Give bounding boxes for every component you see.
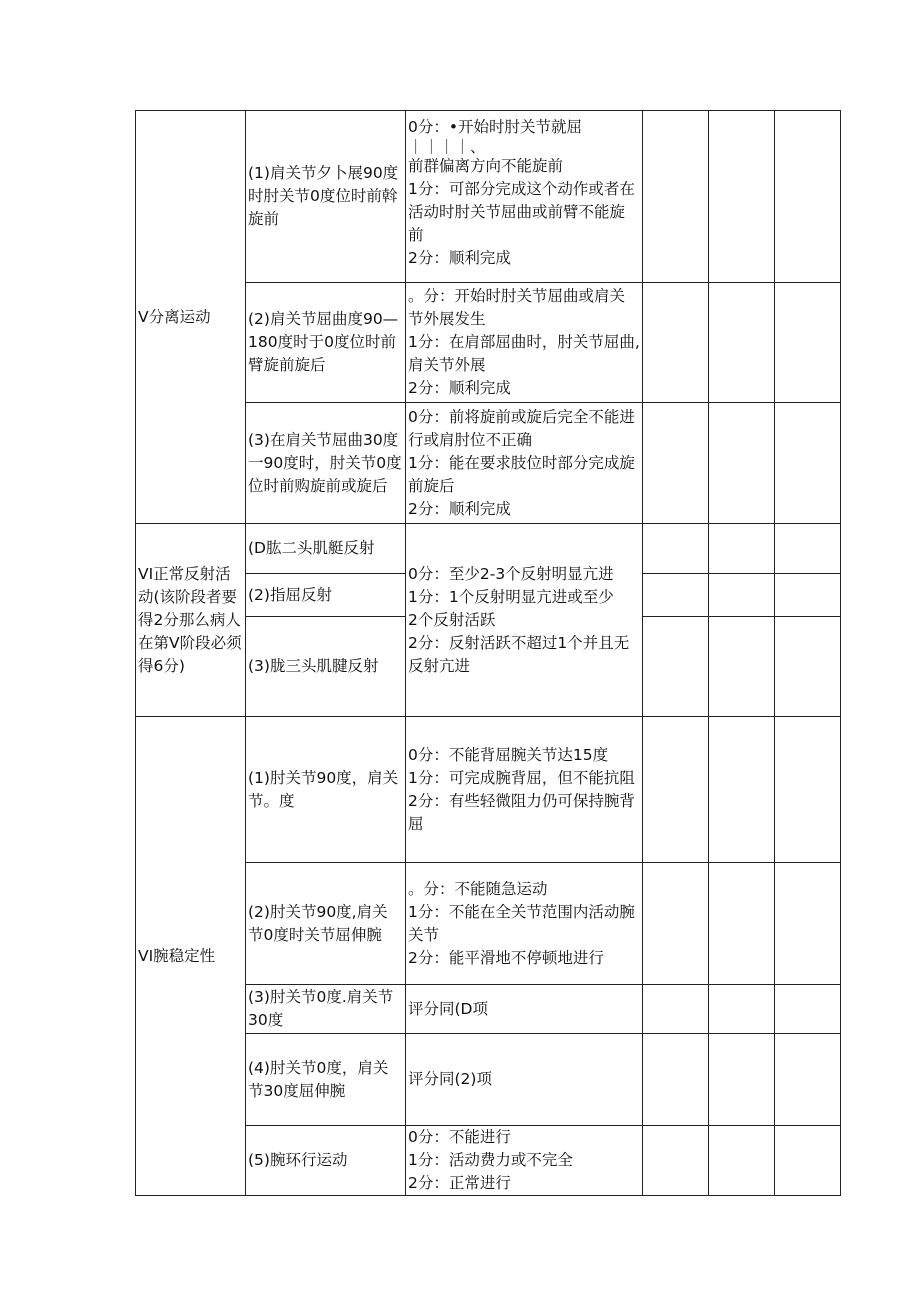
score-cell — [709, 1126, 775, 1196]
item-name: (3)在肩关节屈曲30度一90度时，肘关节0度位时前购旋前或旋后 — [246, 403, 406, 524]
criteria-cell — [406, 985, 643, 1034]
criteria-line: 1分：能在要求肢位时部分完成旋前旋后 — [408, 453, 635, 495]
item-name: (3)胧三头肌腱反射 — [246, 617, 406, 717]
criteria-line: 0分：不能背屈腕关节达15度 — [408, 745, 609, 764]
score-cell — [775, 111, 841, 283]
score-cell — [643, 863, 709, 985]
item-name: (1)肩关节夕卜展90度时肘关节0度位时前斡旋前 — [246, 111, 406, 283]
score-cell — [709, 1034, 775, 1126]
criteria-line: 1分：可部分完成这个动作或者在活动时肘关节屈曲或前臂不能旋前 — [408, 179, 635, 244]
category-cell: V分离运动 — [136, 111, 246, 524]
criteria-line: 0分：•开始时肘关节就屈 — [408, 117, 583, 136]
item-name: (1)肘关节90度，肩关节。度 — [246, 717, 406, 863]
criteria-line: 0分：前将旋前或旋后完全不能进行或肩肘位不正确 — [408, 407, 635, 449]
score-cell — [775, 985, 841, 1034]
score-cell — [709, 863, 775, 985]
criteria-cell — [406, 1126, 643, 1196]
score-cell — [643, 111, 709, 283]
criteria-line: 2个反射活跃 — [408, 610, 496, 629]
table-row — [136, 524, 841, 574]
criteria-cell — [406, 111, 643, 283]
score-cell — [709, 617, 775, 717]
score-cell — [643, 985, 709, 1034]
score-cell — [643, 1126, 709, 1196]
score-cell — [709, 524, 775, 574]
score-cell — [775, 524, 841, 574]
criteria-line: 2分：有些轻微阻力仍可保持腕背屈 — [408, 791, 635, 833]
score-cell — [643, 524, 709, 574]
score-cell — [643, 717, 709, 863]
score-cell — [775, 1034, 841, 1126]
criteria-line: 2分：反射活跃不超过1个并且无反射亢进 — [408, 633, 630, 675]
criteria-line: 2分：顺利完成 — [408, 499, 511, 518]
score-cell — [709, 403, 775, 524]
criteria-line: 1分：1个反射明显亢进或至少 — [408, 587, 614, 606]
criteria-line: 1分：活动费力或不完全 — [408, 1151, 573, 1169]
score-cell — [775, 283, 841, 403]
criteria-line: 。分：开始时肘关节屈曲或肩关节外展发生 — [408, 287, 626, 328]
criteria-line: 评分同(2)项 — [408, 1070, 492, 1088]
criteria-cell — [406, 863, 643, 985]
score-cell — [643, 403, 709, 524]
score-cell — [709, 574, 775, 617]
criteria-cell — [406, 1034, 643, 1126]
criteria-cell — [406, 717, 643, 863]
score-cell — [643, 574, 709, 617]
criteria-line: 评分同(D项 — [408, 999, 488, 1018]
item-name: (4)肘关节0度，肩关节30度屈伸腕 — [246, 1034, 406, 1126]
score-cell — [775, 1126, 841, 1196]
assessment-table — [135, 110, 841, 1196]
category-cell: VI正常反射活动(该阶段者要得2分那么病人在第V阶段必须得6分) — [136, 524, 246, 717]
score-cell — [775, 574, 841, 617]
criteria-line: 1分：在肩部屈曲时，肘关节屈曲,肩关节外展 — [408, 333, 640, 374]
item-name: (D肱二头肌艇反射 — [246, 524, 406, 574]
item-name: (3)肘关节0度.肩关节30度 — [246, 985, 406, 1034]
criteria-line: 0分：至少2-3个反射明显亢进 — [408, 564, 614, 583]
score-cell — [709, 985, 775, 1034]
criteria-line: 2分：顺利完成 — [408, 379, 511, 397]
score-cell — [709, 111, 775, 283]
criteria-cell — [406, 403, 643, 524]
score-cell — [643, 1034, 709, 1126]
item-name: (5)腕环行运动 — [246, 1126, 406, 1196]
criteria-line: 1分：可完成腕背屈，但不能抗阻 — [408, 768, 635, 787]
table-row — [136, 717, 841, 863]
item-name: (2)肘关节90度,肩关节0度时关节屈伸腕 — [246, 863, 406, 985]
criteria-line: 2分：正常进行 — [408, 1174, 511, 1192]
criteria-line: 。分：不能随急运动 — [408, 879, 548, 898]
category-cell: VI腕稳定性 — [136, 717, 246, 1196]
criteria-line: 前群偏离方向不能旋前 — [408, 156, 564, 175]
criteria-line: ｜｜｜｜、 — [408, 138, 486, 155]
criteria-line: 2分：顺利完成 — [408, 248, 511, 267]
criteria-line: 1分：不能在全关节范围内活动腕关节 — [408, 902, 635, 944]
score-cell — [775, 403, 841, 524]
criteria-line: 0分：不能进行 — [408, 1128, 511, 1146]
criteria-cell — [406, 283, 643, 403]
score-cell — [775, 617, 841, 717]
score-cell — [775, 717, 841, 863]
score-cell — [709, 717, 775, 863]
score-cell — [775, 863, 841, 985]
criteria-line: 2分：能平滑地不停顿地进行 — [408, 948, 604, 967]
score-cell — [643, 617, 709, 717]
table-row — [136, 111, 841, 283]
item-name: (2)肩关节屈曲度90—180度时于0度位时前臂旋前旋后 — [246, 283, 406, 403]
score-cell — [709, 283, 775, 403]
criteria-cell — [406, 524, 643, 717]
item-name: (2)指屈反射 — [246, 574, 406, 617]
score-cell — [643, 283, 709, 403]
